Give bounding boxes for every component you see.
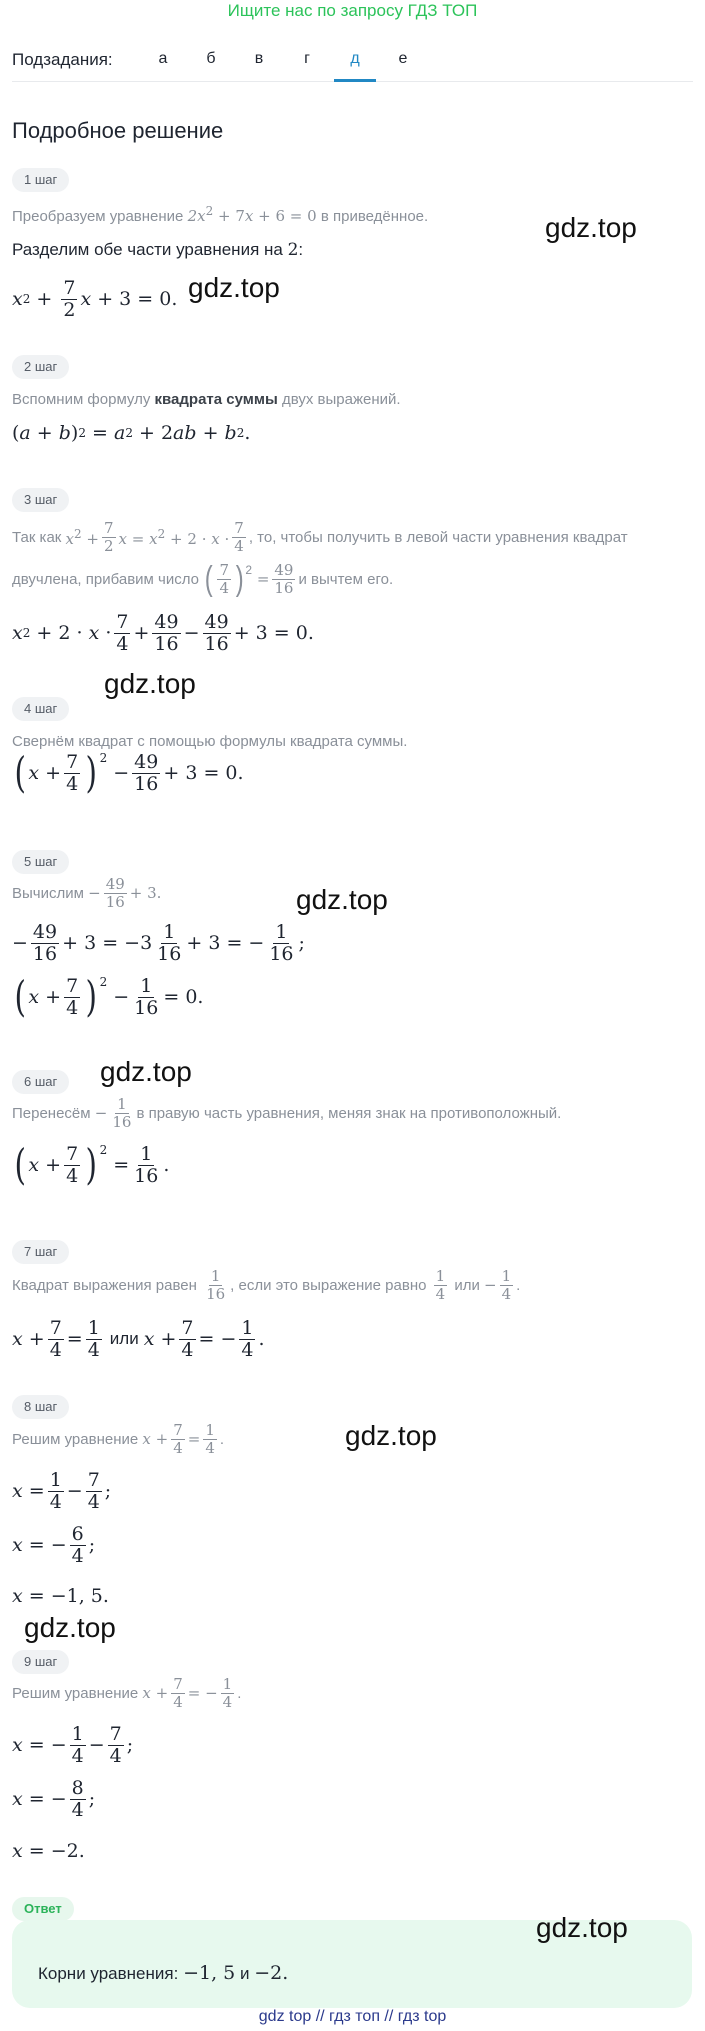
watermark: gdz.top <box>345 1420 437 1451</box>
step-4-text: Свернём квадрат с помощью формулы квадрата суммы. <box>12 733 408 750</box>
step-badge-8: 8 шаг <box>12 1395 69 1419</box>
step-3-equation: x 2 + 2 · x · $\frac{7}{4}$ + $\frac{49}{16}$ − $\frac{49}{16}$ + 3 = 0. <box>12 611 314 655</box>
watermark: gdz.top <box>24 1612 116 1643</box>
step-6-equation: ( x + $\frac{7}{4}$ ) $^2$ = $\frac{1}{16}$ . <box>14 1140 170 1190</box>
watermark: gdz.top <box>100 1056 192 1087</box>
step-badge-1: 1 шаг <box>12 168 69 192</box>
step-6-text: Перенесём − $\frac{1}{16}$ в правую часть уравнения, меняя знак на противоположный. <box>12 1095 562 1131</box>
step-1-bold: Разделим обе части уравнения на 2: <box>12 240 304 260</box>
step-8-equation-2: x = − $\frac{6}{4}$ ; <box>12 1523 96 1567</box>
step-8-equation-3: x = −1, 5. <box>12 1585 109 1607</box>
step-3-text-line1: Так как $x^2$ + $\frac{7}{2}$ $x = x^2 + 2 \cdot x$ · $\frac{7}{4}$ , то, чтобы получить в левой части уравнения квадрат <box>12 519 628 555</box>
step-3-text-line2: двучлена, прибавим число ( $\frac{7}{4}$ ) $^2$ = $\frac{49}{16}$ и вычтем его. <box>12 560 394 598</box>
step-4-equation: ( x + $\frac{7}{4}$ ) $^2$ − $\frac{49}{16}$ + 3 = 0. <box>14 748 244 798</box>
step-2-equation: ( a + b ) 2 = a 2 + 2 ab + b 2 . <box>12 422 251 444</box>
step-5-text: Вычислим − $\frac{49}{16}$ + 3. <box>12 875 162 911</box>
subtasks-label: Подзадания: <box>12 50 113 69</box>
step-badge-3: 3 шаг <box>12 488 69 512</box>
step-2-text: Вспомним формулу квадрата суммы двух выражений. <box>12 391 401 408</box>
subtask-tab-d[interactable]: д <box>334 50 376 82</box>
step-1-text: Преобразуем уравнение $2x^2 + 7x + 6 = 0$ в приведённое. <box>12 204 429 225</box>
step-badge-4: 4 шаг <box>12 697 69 721</box>
step-badge-2: 2 шаг <box>12 355 69 379</box>
subtask-tab-g[interactable]: г <box>304 50 310 67</box>
step-badge-6: 6 шаг <box>12 1070 69 1094</box>
step-9-text: Решим уравнение x + $\frac{7}{4}$ = − $\frac{1}{4}$ . <box>12 1675 242 1711</box>
step-5-equation-2: ( x + $\frac{7}{4}$ ) $^2$ − $\frac{1}{16}$ = 0. <box>14 972 204 1022</box>
top-banner[interactable]: Ищите нас по запросу ГДЗ ТОП <box>227 1 478 20</box>
step-1-equation: x 2 + $\frac{7}{2}$ x + 3 = 0. <box>12 277 178 321</box>
step-9-equation-3: x = −2. <box>12 1840 85 1862</box>
section-title: Подробное решение <box>12 118 224 143</box>
step-5-equation-1: − $\frac{49}{16}$ + 3 = −3 $\frac{1}{16}$ + 3 = − $\frac{1}{16}$ ; <box>12 921 305 965</box>
step-badge-7: 7 шаг <box>12 1240 69 1264</box>
subtask-tab-a[interactable]: а <box>158 50 168 67</box>
answer-badge: Ответ <box>12 1897 74 1921</box>
step-9-equation-1: x = − $\frac{1}{4}$ − $\frac{7}{4}$ ; <box>12 1723 134 1767</box>
answer-text: Корни уравнения: −1, 5 и −2. <box>38 1962 289 1984</box>
subtask-tab-e[interactable]: е <box>398 50 408 67</box>
subtask-tab-b[interactable]: б <box>206 50 216 67</box>
watermark: gdz.top <box>188 272 280 303</box>
step-badge-9: 9 шаг <box>12 1650 69 1674</box>
step-9-equation-2: x = − $\frac{8}{4}$ ; <box>12 1777 96 1821</box>
step-badge-5: 5 шаг <box>12 850 69 874</box>
step-8-equation-1: x = $\frac{1}{4}$ − $\frac{7}{4}$ ; <box>12 1469 112 1513</box>
step-7-equation: x + $\frac{7}{4}$ = $\frac{1}{4}$ или x + $\frac{7}{4}$ = − $\frac{1}{4}$ . <box>12 1317 265 1361</box>
footer-links[interactable]: gdz top // гдз топ // гдз top <box>258 2008 447 2025</box>
watermark: gdz.top <box>545 212 637 243</box>
watermark: gdz.top <box>296 884 388 915</box>
subtask-tab-v[interactable]: в <box>254 50 264 67</box>
subtasks-nav <box>12 46 693 82</box>
watermark: gdz.top <box>536 1912 628 1943</box>
step-7-text: Квадрат выражения равен $\frac{1}{16}$ , если это выражение равно $\frac{1}{4}$ или − $\frac{1}{4}$ . <box>12 1267 521 1303</box>
watermark: gdz.top <box>104 668 196 699</box>
step-8-text: Решим уравнение x + $\frac{7}{4}$ = $\frac{1}{4}$ . <box>12 1421 225 1457</box>
